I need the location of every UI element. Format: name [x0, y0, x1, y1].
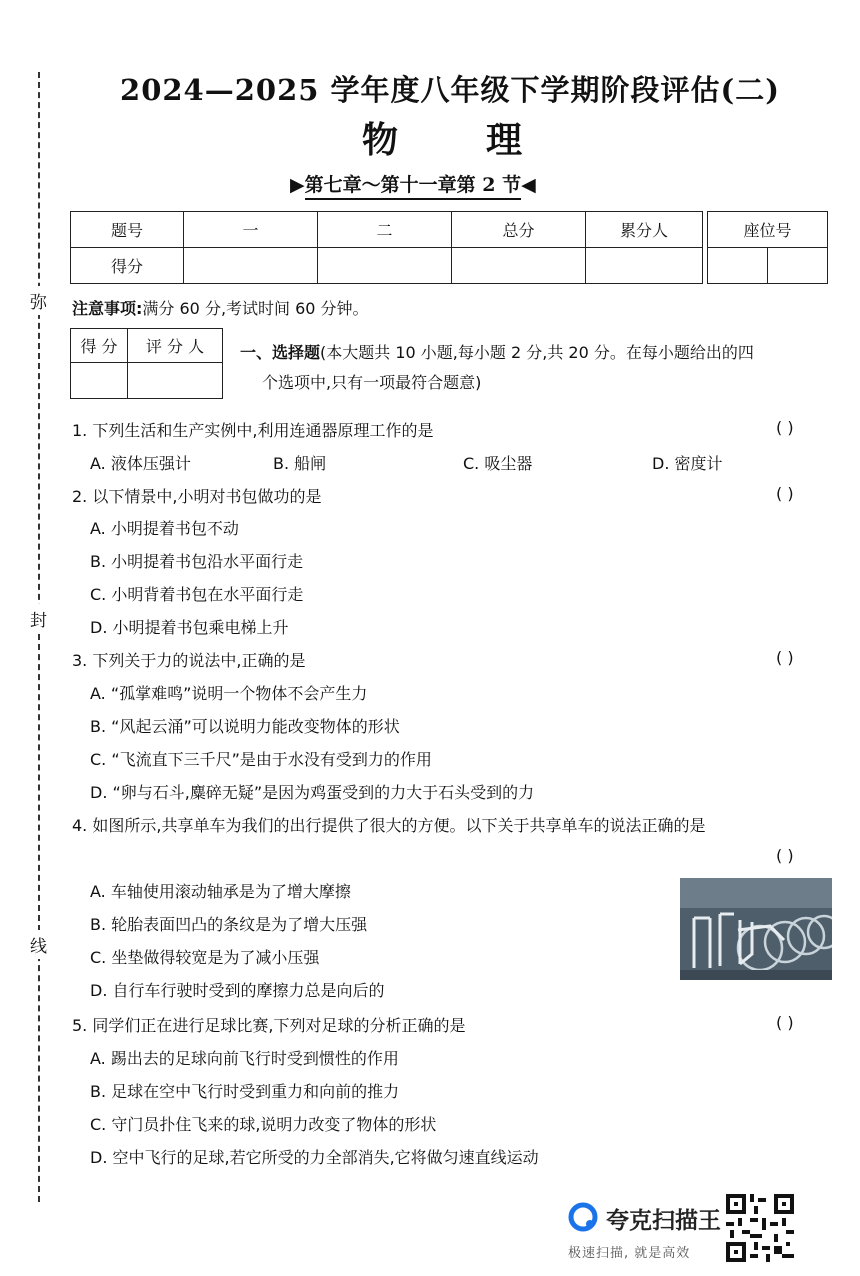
option-a: A. 液体压强计: [90, 454, 191, 473]
score-table-header: 二: [318, 212, 452, 248]
scanner-slogan: 极速扫描, 就是高效: [568, 1246, 691, 1261]
score-table-header: 题号: [71, 212, 184, 248]
option-b: B. “风起云涌”可以说明力能改变物体的形状: [90, 717, 400, 736]
answer-parens[interactable]: ( ): [776, 1013, 794, 1032]
question-stem: 1. 下列生活和生产实例中,利用连通器原理工作的是: [72, 421, 434, 440]
option-b: B. 足球在空中飞行时受到重力和向前的推力: [90, 1082, 400, 1101]
bike-illustration: [680, 878, 832, 980]
option-c: C. 守门员扑住飞来的球,说明力改变了物体的形状: [90, 1115, 437, 1134]
option-d: D. 小明提着书包乘电梯上升: [90, 618, 289, 637]
subject-char-1: 物: [362, 119, 399, 161]
option-c: C. 小明背着书包在水平面行走: [90, 585, 304, 604]
answer-parens[interactable]: ( ): [776, 846, 794, 865]
option-a: A. 车轴使用滚动轴承是为了增大摩擦: [90, 882, 351, 901]
notes-text: 满分 60 分,考试时间 60 分钟。: [142, 299, 369, 318]
exam-notes: [72, 296, 369, 319]
option-b: B. 船闸: [273, 454, 327, 473]
qr-code-icon: [726, 1194, 794, 1262]
question-stem: 4. 如图所示,共享单车为我们的出行提供了很大的方便。以下关于共享单车的说法正确的是: [72, 816, 706, 835]
margin-char-mi: 弥: [30, 286, 47, 315]
scope-left-arrow-icon: ▶: [290, 174, 305, 196]
score-cell[interactable]: [452, 248, 586, 284]
question-stem: 3. 下列关于力的说法中,正确的是: [72, 651, 306, 670]
question-stem: 2. 以下情景中,小明对书包做功的是: [72, 487, 322, 506]
option-d: D. 密度计: [652, 454, 723, 473]
option-b: B. 小明提着书包沿水平面行走: [90, 552, 304, 571]
section-heading-line1: (本大题共 10 小题,每小题 2 分,共 20 分。在每小题给出的四: [320, 343, 754, 362]
option-b: B. 轮胎表面凹凸的条纹是为了增大压强: [90, 915, 368, 934]
scanner-logo-icon: [568, 1202, 598, 1236]
option-d: D. 空中飞行的足球,若它所受的力全部消失,它将做匀速直线运动: [90, 1148, 539, 1167]
option-d: D. 自行车行驶时受到的摩擦力总是向后的: [90, 981, 385, 1000]
option-c: C. 吸尘器: [463, 454, 533, 473]
shared-bike-photo: [680, 878, 832, 980]
option-a: A. “孤掌难鸣”说明一个物体不会产生力: [90, 684, 368, 703]
answer-parens[interactable]: ( ): [776, 648, 794, 667]
option-c: C. “飞流直下三千尺”是由于水没有受到力的作用: [90, 750, 432, 769]
score-table-header: 一: [184, 212, 318, 248]
option-a: A. 小明提着书包不动: [90, 519, 239, 538]
seat-table: [707, 211, 828, 284]
chapter-scope: [290, 170, 536, 197]
answer-parens[interactable]: ( ): [776, 418, 794, 437]
option-c: C. 坐垫做得较宽是为了减小压强: [90, 948, 320, 967]
seat-label: 座位号: [708, 212, 828, 248]
exam-title: 2024—2025 学年度八年级下学期阶段评估(二): [120, 73, 780, 107]
margin-char-feng: 封: [30, 604, 47, 633]
option-d: D. “卵与石斗,麋碎无疑”是因为鸡蛋受到的力大于石头受到的力: [90, 783, 535, 802]
seat-cell[interactable]: [708, 248, 768, 284]
seat-cell[interactable]: [768, 248, 828, 284]
notes-label: 注意事项:: [72, 299, 143, 318]
scope-text: 第七章～第十一章第 2 节: [305, 174, 521, 200]
scanner-app-name: 夸克扫描王: [606, 1208, 721, 1234]
section-heading-line2: 个选项中,只有一项最符合题意): [262, 373, 482, 392]
subject-char-2: 理: [486, 119, 523, 161]
section-heading-bold: 一、选择题: [240, 343, 321, 362]
option-a: A. 踢出去的足球向前飞行时受到惯性的作用: [90, 1049, 399, 1068]
margin-char-xian: 线: [30, 930, 47, 959]
question-stem: 5. 同学们正在进行足球比赛,下列对足球的分析正确的是: [72, 1016, 466, 1035]
score-row-label: 得分: [71, 248, 184, 284]
section-grader-cell[interactable]: [128, 363, 223, 399]
score-table-header: 总分: [452, 212, 586, 248]
section-grader-label: 评 分 人: [128, 329, 223, 363]
score-cell[interactable]: [184, 248, 318, 284]
score-cell[interactable]: [318, 248, 452, 284]
section-score-label: 得 分: [71, 329, 128, 363]
scope-right-arrow-icon: ◀: [521, 174, 536, 196]
binding-dashed-line: [38, 72, 40, 1202]
score-cell[interactable]: [586, 248, 703, 284]
section-heading: [240, 338, 840, 398]
score-table: [70, 211, 703, 284]
section-score-box: [70, 328, 223, 399]
answer-parens[interactable]: ( ): [776, 484, 794, 503]
section-score-cell[interactable]: [71, 363, 128, 399]
score-table-header: 累分人: [586, 212, 703, 248]
